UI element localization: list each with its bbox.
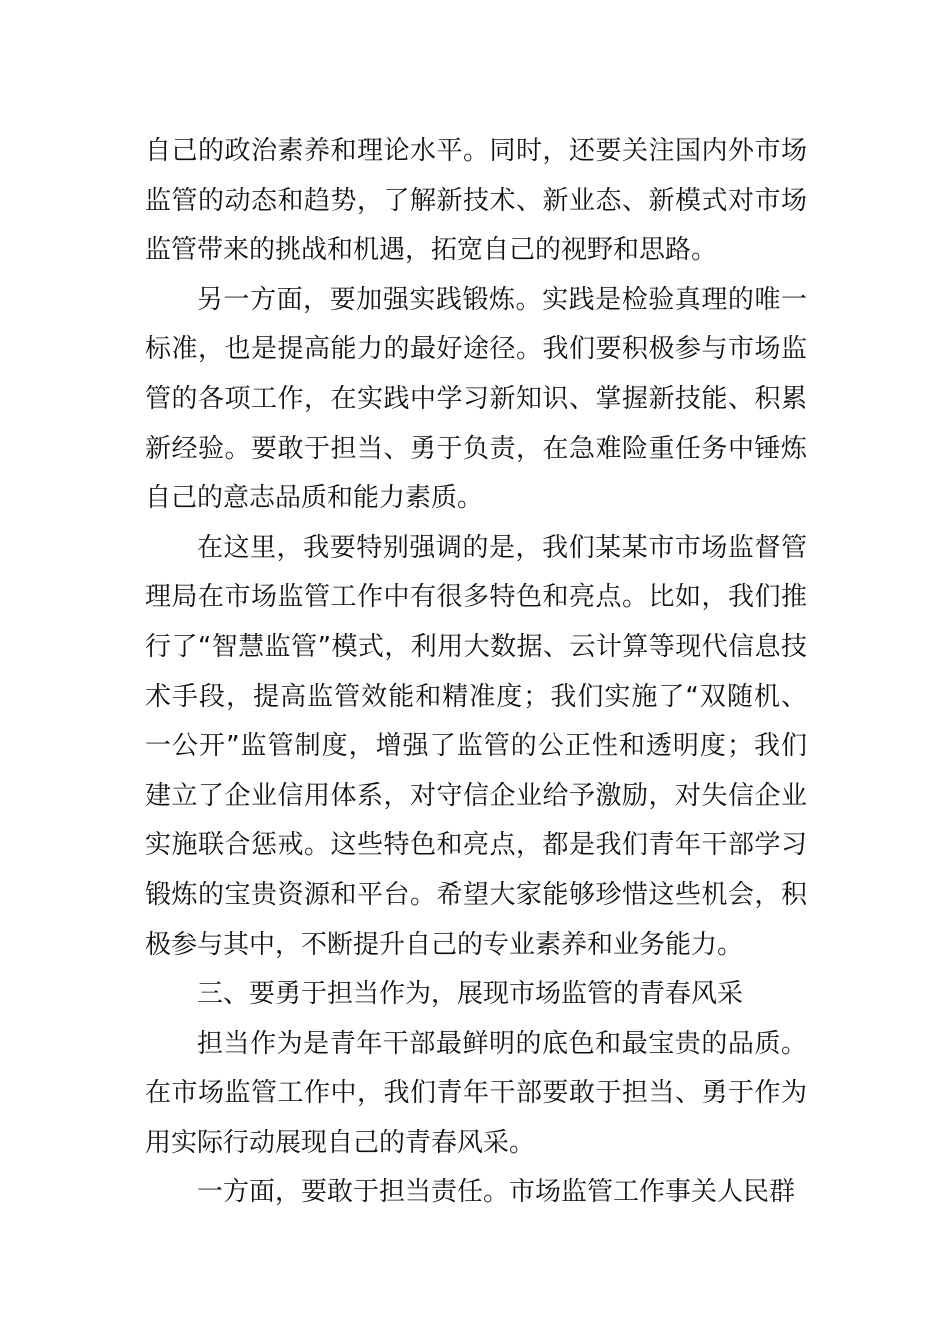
paragraph-5: 一方面，要敢于担当责任。市场监管工作事关人民群 [197, 1177, 796, 1208]
paragraph-3: 在这里，我要特别强调的是，我们某某市市场监督管理局在市场监管工作中有很多特色和亮点。比如，我们推行了“智慧监管”模式，利用大数据、云计算等现代信息技术手段，提高监管效能和精准度；我们实施了“双随机、一公开”监管制度，增强了监管的公正性和透明度；我们建立了企业信用体系，对守信企业给予激励，对失信企业实施联合惩戒。这些特色和亮点，都是我们青年干部学习锻炼的宝贵资源和平台。希望大家能够珍惜这些机会，积极参与其中，不断提升自己的专业素养和业务能力。 [145, 532, 807, 960]
paragraph-4: 担当作为是青年干部最鲜明的底色和最宝贵的品质。在市场监管工作中，我们青年干部要敢于担当、勇于作为用实际行动展现自己的青春风采。 [145, 1028, 807, 1158]
document-body [145, 127, 807, 1218]
paragraph-1: 自己的政治素养和理论水平。同时，还要关注国内外市场监管的动态和趋势，了解新技术、新业态、新模式对市场监管带来的挑战和机遇，拓宽自己的视野和思路。 [145, 136, 807, 266]
section-heading-3: 三、要勇于担当作为，展现市场监管的青春风采 [197, 979, 744, 1010]
paragraph-2: 另一方面，要加强实践锻炼。实践是检验真理的唯一标准，也是提高能力的最好途径。我们要积极参与市场监管的各项工作，在实践中学习新知识、掌握新技能、积累新经验。要敢于担当、勇于负责，在急难险重任务中锤炼自己的意志品质和能力素质。 [145, 284, 807, 514]
